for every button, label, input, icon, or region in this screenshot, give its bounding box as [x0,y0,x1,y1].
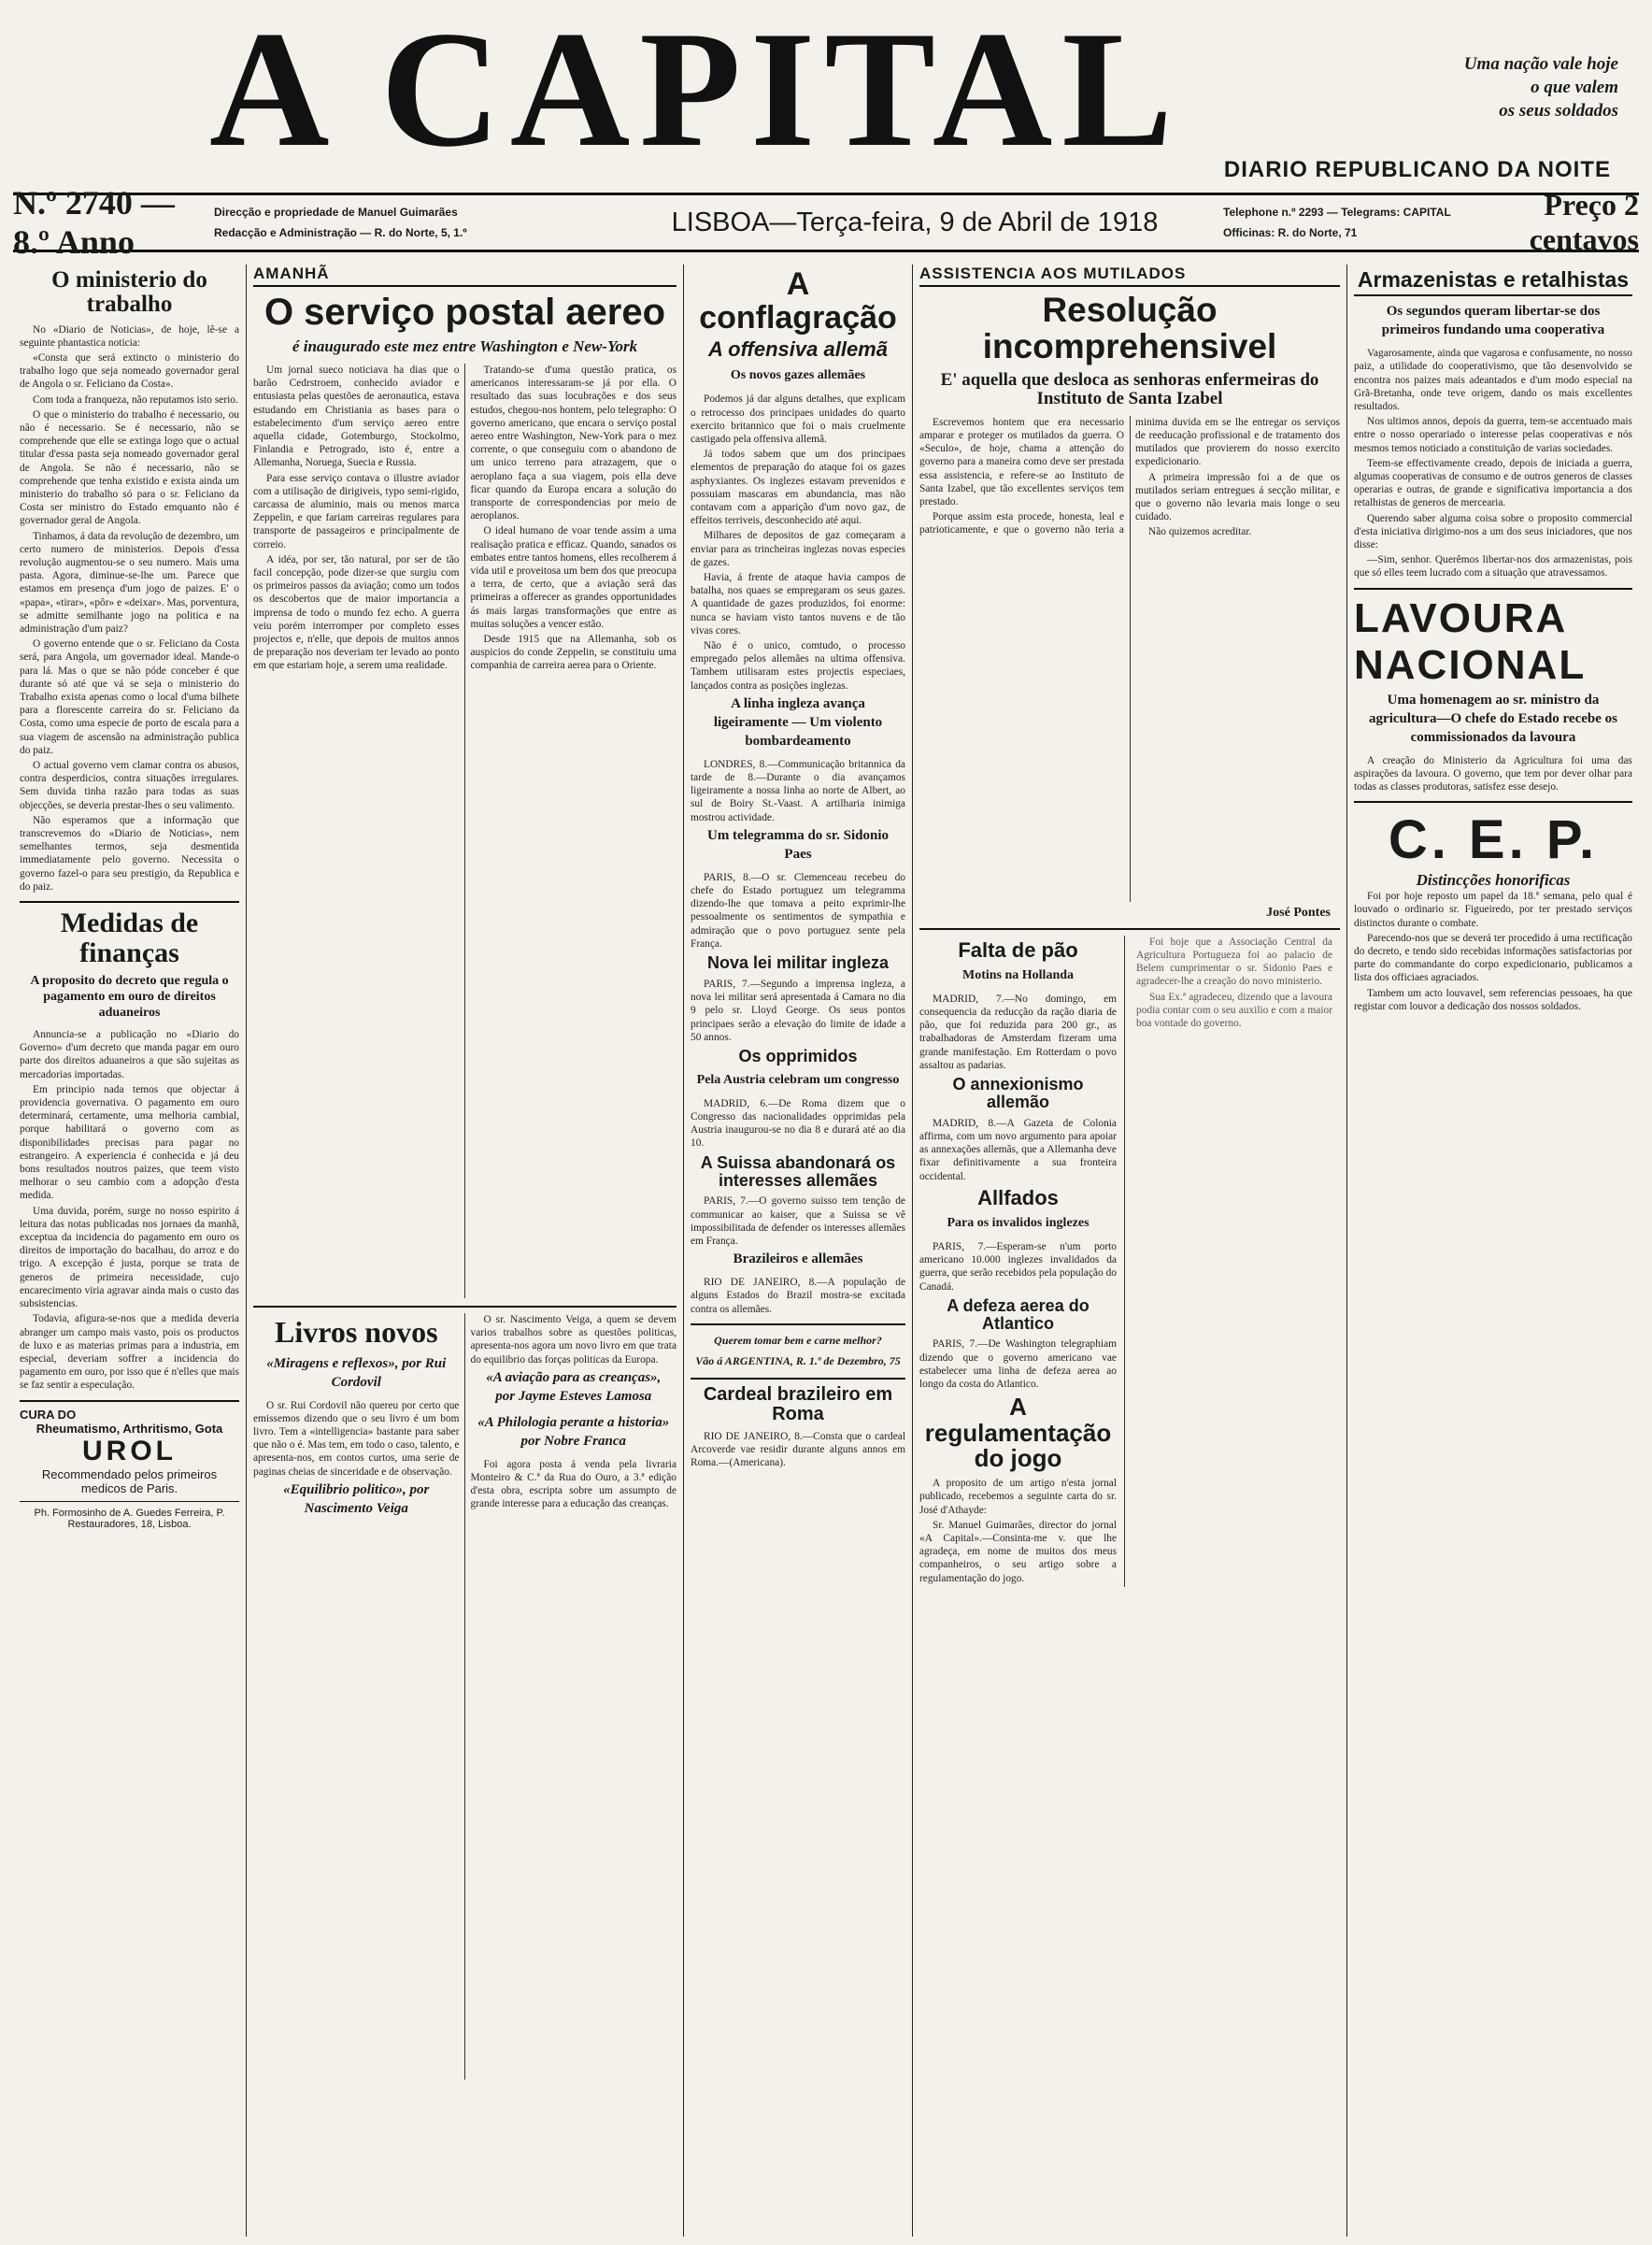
book-title: «A aviação para as creanças», por Jayme Esteves Lamosa [486,1369,662,1404]
info-bar [13,184,1639,261]
headline-falta-pao: Falta de pão [958,937,1078,962]
paragraph: Annuncia-se a publicação no «Diario do Governo» d'um decreto que manda pagar em ouro parte dos direitos aduaneiros a que são sujeitas as mercadorias importadas. [20,1029,239,1080]
paragraph: PARIS, 7.—Segundo a imprensa ingleza, a nova lei militar será apresentada á Camara no dia 9 pelo sr. Lloyd George. Os seus pontos principaes serão a elevação do limite de idade a 50 annos. [691,978,905,1043]
paragraph: Querendo saber alguma coisa sobre o proposito commercial d'esta iniciativa dirigimo-nos a um dos seus iniciadores, que nos disse: [1354,512,1632,551]
paragraph: A proposito de um artigo n'esta jornal publicado, recebemos a seguinte carta do sr. José d'Athayde: [919,1478,1117,1516]
deck-armazenistas: Os segundos queram libertar-se dos primeiros fundando uma cooperativa [1381,304,1605,338]
continued-text [1136,936,1332,1030]
paragraph: O governo entende que o sr. Feliciano da Costa será, para Angola, um governador ideal. Mande-o para lá. Mas o que se não póde conceber é que durante só até que vá se seja o ministerio do Trabalho exista apenas como o local d'uma bilhete para a florescente carreira do sr. Feliciano da Costa, como uma especie de porto de escala para a sua viagem de ascensão na administração publica do paiz. [20,638,239,756]
deck-postal: é inaugurado este mez entre Washington e New-York [292,337,638,355]
subhead-lei-militar: Nova lei militar ingleza [706,953,890,973]
paragraph: PARIS, 7.—O governo suisso tem tenção de communicar ao kaiser, que a Suissa se vê impossibilitada de defender os interesses allemães em França. [691,1195,905,1248]
article-conflagracao [691,393,905,692]
paragraph: Todavia, afigura-se-nos que a medida deveria abranger um campo mais vasto, pois os productos de luxo e as materias primas para a industria, em especial, deveriam soffrer a incidencia do pagamento em ouro, por isso que é n'elles que mais se faz sentir a especulação. [20,1313,239,1392]
headline-financas: Medidas de finanças [60,908,199,968]
paragraph: Foi agora posta á venda pela livraria Monteiro & C.ª da Rua do Ouro, a 3.ª edição d'esta obra, escripta sobre um assumpto de grande interesse para a educação das creanças. [470,1458,676,1510]
divider [20,1501,239,1502]
divider [691,1378,905,1380]
paragraph: No «Diario de Noticias», de hoje, lê-se a seguinte phantastica noticia: [20,323,239,349]
motto-line: os seus soldados [1499,101,1618,121]
book-title: «A Philologia perante a historia» por Nobre Franca [477,1414,670,1449]
kicker-amanha: AMANHÃ [253,265,676,287]
paragraph: Foi por hoje reposto um papel da 18.ª semana, pelo qual é louvado o ordinario sr. Figueiredo, por ter prestado serviços distinctos durante o combate. [1354,891,1632,929]
paragraph: Teem-se effectivamente creado, depois de iniciada a guerra, algumas cooperativas de consumo e de outros generos de classes operarias e outras, de grande e significativa importancia a dos retalhistas de generos de mercearia. [1354,457,1632,509]
headline-defeza: A defeza aerea do Atlantico [947,1295,1089,1333]
paragraph: O ideal humano de voar tende assim a uma realisação pratica e efficaz. Quando, sanados os embates entre tantos homens, elles recolherem á vida util e proveitosa um bem dos que preocupa a terra, de certo, que a aviação será das primeiras a offerecer as grandes opportunidades ás mais largas transformações que entre as muitas soluções a vencer estão. [470,525,676,630]
ad-subtitle: Rheumatismo, Arthritismo, Gota [36,1421,223,1436]
paragraph: Podemos já dar alguns detalhes, que explicam o retrocesso dos principaes unidades do quarto exercito britannico que foi o mais cruelmente castigado pela offensiva allemã. [691,393,905,445]
paragraph: O que o ministerio do trabalho é necessario, ou não é necessario. Se é necessario, não se comprehende que elle se extinga logo que o actual titular d'essa pasta seja nomeado governador geral de Angola. Se não é necessario, não se comprehende que tenha existido e exista ainda um ministerio do trabalho só para o sr. Feliciano da Costa ser ministro do Estado emquanto não é governador geral de Angola. [20,408,239,527]
paragraph: Foi hoje que a Associação Central da Agricultura Portugueza foi ao palacio de Belem cumprimentar o sr. Sidonio Paes e agradecer-lhe a creação do novo ministerio. [1136,936,1332,988]
paragraph: A creação do Ministerio da Agricultura foi uma das aspirações da lavoura. O governo, que tem por dever olhar para todas as classes produtoras, satisfez esse desejo. [1354,754,1632,793]
paragraph: Com toda a franqueza, não reputamos isto serio. [33,393,238,406]
subhead-gazes: Os novos gazes allemães [730,368,866,383]
paragraph: PARIS, 8.—O sr. Clemenceau recebeu do chefe do Estado portuguez um telegramma dizendo-lhe que tomava a peito exprimir-lhe pessoalmente os sentimentos de sympathia e admiração que o povo portuguez sente pela França. [691,871,905,950]
paragraph: Nos ultimos annos, depois da guerra, tem-se accentuado mais entre o nosso operariado o interesse pelas cooperativas e nós mesmos temos noticiado a constituição de varias sociedades. [1354,416,1632,454]
address-line: Redacção e Administração — R. do Norte, 5, 1.º [214,226,467,239]
ad-label: CURA DO [20,1407,77,1422]
direction-info [214,202,606,243]
deck-financas: A proposito do decreto que regula o pagamento em ouro de direitos aduaneiros [30,974,229,1021]
paragraph: Desde 1915 que na Allemanha, sob os auspicios do conde Zeppelin, se constituiu uma companhia de carreira aerea para o Oriente. [470,634,676,672]
paragraph: Um jornal sueco noticiava ha dias que o barão Cedrstroem, conhecido aviador e entusiasta pelas questões de aeronautica, estava estudando em Christiania as bases para o estabelecimento d'um serviço aereo entre aquella cidade, Gotemburgo, Stockolmo, Finlandia e Petrogrado, isto é, entre a Allemanha, Noruega, Suecia e Russia. [253,365,460,469]
divider [1354,588,1632,590]
paragraph: Sua Ex.ª agradeceu, dizendo que a lavoura podia contar com o seu auxilio e com a maior boa vontade do governo. [1136,991,1332,1029]
ad-line: Recommendado pelos primeiros medicos de Paris. [41,1466,218,1495]
newspaper-title: A CAPITAL [209,0,1183,181]
paragraph: RIO DE JANEIRO, 8.—A população de alguns Estados do Brazil mostra-se excitada contra os allemães. [691,1277,905,1315]
paragraph: Vagarosamente, ainda que vagarosa e confusamente, no nosso paiz, a utilidade do cooperativismo, que tão desenvolvido se encontra nos paizes mais adeantados e d'um modo especial na Grã-Bretanha, onde teve origem, dando os mais excellentes resultados. [1354,348,1632,412]
headline-cardeal: Cardeal brazileiro em Roma [703,1383,893,1424]
subhead-brazileiros: Brazileiros e allemães [733,1251,863,1267]
paragraph: Em principio nada temos que objectar á providencia governativa. O pagamento em ouro determinará, certamente, uma melhoria cambial, porque habilitará o governo com as disponibilidades precisas para pagar no estrangeiro. A experiencia é conhecida e já deu bons resultados noutros paizes, que teem visto melhorar o seu cambio com a adopção d'esta medida. [20,1083,239,1202]
price: Preço 2 centavos [1529,188,1639,256]
motto-line: Uma nação vale hoje [1463,54,1618,74]
column-4b [1136,936,1332,1587]
paragraph: Escrevemos hontem que era necessario amparar e proteger os mutilados da guerra. O «Seculo», de hoje, chama a attenção do governo para a maneira como deve ser prestada essa assistencia, e refere-se ao Instituto de Santa Izabel, que tão excellentes serviços tem prestado. [919,416,1124,508]
paragraph: —Sim, senhor. Querêmos libertar-nos dos armazenistas, pois que só elles teem lucrado com a situação que atravessamos. [1354,554,1632,579]
book-title: «Miragens e reflexos», por Rui Cordovil [266,1355,447,1390]
headline-livros: Livros novos [274,1315,438,1349]
headline-allfados: Allfados [977,1185,1059,1209]
paragraph: MADRID, 6.—De Roma dizem que o Congresso das nacionalidades opprimidas pela Austria inaugurou-se no dia 8 e durará até ao dia 10. [691,1097,905,1150]
paragraph: RIO DE JANEIRO, 8.—Consta que o cardeal Arcoverde vae residir durante alguns annos em Roma.—(Americana). [691,1430,905,1469]
divider [20,901,239,903]
article-postal [253,364,676,1298]
divider [691,1323,905,1325]
column-4a [919,936,1125,1587]
paragraph: O sr. Nascimento Veiga, a quem se devem varios trabalhos sobre as questões politicas, apresenta-nos agora um novo livro em que trata do equilibrio das forças politicas da Europa. [470,1314,676,1366]
paragraph: Para esse serviço contava o illustre aviador com a utilisação de dirigiveis, typo semi-rigido, carcassa de aluminio, mais ou menos marca Zeppelin, e que fariam carreiras regulares para transporte de passageiros e principalmente de correio. [253,472,460,551]
subhead-linha: A linha ingleza avança ligeiramente — Um violento bombardeamento [713,695,883,749]
ad-brand: UROL [82,1435,177,1466]
divider [253,1306,676,1308]
column-1 [13,265,247,2237]
dateline: LISBOA—Terça-feira, 9 de Abril de 1918 [671,207,1159,237]
headline-conflagracao: A conflagração [699,266,897,336]
article-armazenistas [1354,347,1632,579]
subhead-suissa: A Suissa abandonará os interesses allemães [700,1152,896,1190]
headline-lavoura: LAVOURA NACIONAL [1354,594,1587,688]
paragraph: Parecendo-nos que se deverá ter procedido á uma rectificação do decreto, e tendo sido recebidas informações satisfactorias por parte do commandante do corpo expedicionario, publicamos a lista dos officiaes agraciados. [1354,932,1632,984]
paragraph: A primeira impressão foi a de que os mutilados seriam entregues á secção militar, e que o governo não levaria mais longe o seu cuidado. [1135,471,1340,523]
paragraph: Não esperamos que a informação que transcrevemos do «Diario de Noticias», nem semelhantes termos, seja desmentida immediatamente pelo governo. Necessita o governo fazel-o para seu prestigio, da Republica e do paiz. [20,814,239,893]
argentina-ad-line: Vão á ARGENTINA, R. 1.º de Dezembro, 75 [695,1353,901,1367]
deck-invalidos: Para os invalidos inglezes [947,1215,1089,1230]
article-cep [1354,890,1632,1013]
paragraph: Não é o unico, comtudo, o processo empregado pelos allemães na ultima offensiva. Tambem utilisaram estes projectis especiaes, lançados contra as posições inglezas. [691,640,905,692]
paragraph: Tinhamos, á data da revolução de dezembro, um certo numero de ministerios. Depois d'essa revolução augmentou-se o seu numero. Mais uma pasta. Agora, diminue-se-lhe um. Parece que estamos em presença d'um jogo de paizes. E' o «papa», «tirar», «pôr» e «deixar». Mas, porventura, se admitte semilhante jogo na politica e na administração d'um paiz? [20,530,240,635]
ad-footer: Ph. Formosinho de A. Guedes Ferreira, P. Restauradores, 18, Lisboa. [34,1507,225,1530]
columns [13,265,1639,2237]
headline-cep: C. E. P. [1388,809,1599,871]
divider [1354,801,1632,803]
issue-number: N.º 2740 — 8.º Anno [13,184,175,261]
signature: José Pontes [1266,905,1331,920]
paragraph: Tratando-se d'uma questão pratica, os americanos interessaram-se já por ella. O resultado das suas locubrações e dos seus estudos, chegou-nos hontem, pelo telegrapho: O governo americano, que encara o serviço postal aereo entre Washington, New-York para o mez corrente, o que conseguiu com o abandono de um unico terreno para atrazagem, que o aeroplano faça a sua viagem, pois ella deve ficar quando da Europa encara a solução do transporte de correspondencias por meio de aeroplanos. [470,365,676,522]
masthead [13,0,1639,192]
paragraph: PARIS, 7.—De Washington telegraphiam dizendo que o governo americano vae estabelecer uma linha de defeza aerea ao longo da costa do Atlantico. [919,1338,1117,1391]
subhead-telegramma: Um telegramma do sr. Sidonio Paes [706,827,890,862]
column-4 [913,265,1347,2237]
paragraph: Uma duvida, porém, surge no nosso espirito á leitura das notas publicadas nos jornaes da manhã, exceptua da incidencia do pagamento em ouro os direitos de importação do bacalhau, do arroz e do trigo. A excepção é justa, porque se trata de generos de primeira necessidade, cujo encarecimento viria agravar ainda mais o custo das subsistencias. [20,1205,239,1310]
paragraph: MADRID, 8.—A Gazeta de Colonia affirma, com um novo argumento para apoiar as annexações allemãs, que a Allemanha deve fixar definitivamente a sua fronteira occidental. [919,1117,1117,1182]
deck-opprimidos: Pela Austria celebram um congresso [696,1072,900,1087]
column-2 [247,265,684,2237]
headline-resolucao: Resolução incomprehensivel [982,291,1277,365]
subhead-opprimidos: Os opprimidos [738,1046,858,1065]
direction-line: Direcção e propriedade de Manuel Guimarães [214,206,458,219]
argentina-ad-line: Querem tomar bem e carne melhor? [714,1333,882,1347]
telephone-line: Telephone n.º 2293 — Telegrams: CAPITAL [1223,206,1451,219]
deck-distincoes: Distincções honorificas [1416,871,1571,890]
paragraph: Tambem um acto louvavel, sem referencias pessoaes, ha que registar com louvor a dedicação dos nossos soldados. [1354,987,1632,1012]
deck-lavoura: Uma homenagem ao sr. ministro da agricultura—O chefe do Estado recebe os commissionados da lavoura [1369,692,1617,745]
livros-novos-section [253,1313,676,2080]
headline-armazenistas: Armazenistas e retalhistas [1354,268,1632,296]
paragraph: Não quizemos acreditar. [1148,526,1252,538]
paragraph: O actual governo vem clamar contra os abusos, contra desperdicios, contra situações irregulares. Sem duvida tinha razão para todas as suas objecções, se deveria prestar-lhes o seu valimento. [20,760,239,811]
book-title: «Equilibrio politico», por Nascimento Veiga [283,1481,430,1516]
article-financas [20,1028,239,1392]
column-3 [684,265,913,2237]
paragraph: Havia, á frente de ataque havia campos de batalha, nos quaes se empregaram os seus gazes. A quantidade de gazes produzidos, foi enorme: nunca se haviam visto tantos nuvens e de tão vivas cores. [691,572,905,636]
headline-jogo: A regulamentação do jogo [924,1393,1112,1472]
paragraph: Sr. Manuel Guimarães, director do jornal «A Capital».—Consinta-me v. que lhe agradeça, em nome de muitos dos meus companheiros, o seu artigo sobre a regulamentação do jogo. [919,1519,1117,1584]
deck-offensiva: A offensiva allemã [708,337,888,362]
paragraph: A idéa, por ser, tão natural, por ser de tão facil concepção, pode dizer-se que surgiu com os primeiros passos da aviação; como um todos os descobertos que de maior importancia a imprensa de todo o mundo fez echo. A guerra veiu porém interromper por completo esses projectos e, n'elle, que depois de muitos annos de preparação nos deveriam ter levado ao ponto em que estariam hoje, a serem uma realidade. [253,553,460,672]
deck-resolucao: E' aquella que desloca as senhoras enfermeiras do Instituto de Santa Izabel [940,369,1319,408]
divider [20,1400,239,1402]
motto [1422,52,1618,122]
paragraph: PARIS, 7.—Esperam-se n'um porto americano 10.000 inglezes invalidados da guerra, que serão recebidos pela população do Canadá. [919,1240,1117,1293]
headline-annexionismo: O annexionismo allemão [952,1075,1084,1111]
paragraph: O sr. Rui Cordovil não quereu por certo que emissemos dizendo que o seu livro é um bom livro. Tem a «intelligencia» bastante para saber que não o é. Mas tem, em todo o caso, talento, e apresenta-nos, em contos curtos, uma serie de paginas cheias de sinceridade e de observação. [253,1399,460,1478]
paragraph: «Consta que será extincto o ministerio do trabalho logo que seja nomeado governador geral de Angola o sr. Feliciano da Costa». [20,351,239,391]
lower-section [919,936,1340,1587]
column-5 [1347,265,1639,2237]
deck-motins: Motins na Hollanda [961,967,1075,982]
contact-info [1223,202,1457,243]
kicker-mutilados: ASSISTENCIA AOS MUTILADOS [919,265,1340,287]
newspaper-subtitle: DIARIO REPUBLICANO DA NOITE [1223,157,1611,182]
article-ministerio [20,323,239,894]
paragraph: Milhares de depositos de gaz começaram a enviar para as trincheiras inglezas novas especies de gazes. [691,530,905,568]
article-resolucao [919,416,1340,902]
workshop-line: Officinas: R. do Norte, 71 [1223,226,1358,239]
paragraph: MADRID, 7.—No domingo, em consequencia da reducção da ração diaria de pão, que foi reduzida para 200 gr., as trabalhadoras de Amsterdam fizeram uma grande manifestação. Em Rotterdam o povo assaltou as padarias. [919,993,1117,1071]
paragraph: Já todos sabem que um dos principaes elementos de preparação do ataque foi os gazes asphyxiantes. Os inglezes estavam prevenidos e possuiam mascaras em abundancia, mas não contavam com a apparição d'um novo gaz, de effeitos terriveis, desconhecido até aqui. [691,449,905,527]
paragraph: Porque assim esta procede, honesta, leal e patrioticamente, e que o governo não teria a minima duvida em se lhe entregar os serviços de reeducação profissional e de tratamento dos mutilados que provierem do nosso exercito expedicionario. [919,416,1340,536]
headline-ministerio: O ministerio do trabalho [51,267,207,318]
motto-line: o que valem [1531,78,1618,97]
divider [919,928,1340,930]
headline-postal: O serviço postal aereo [263,292,666,333]
paragraph: LONDRES, 8.—Communicação britannica da tarde de 8.—Durante o dia avançamos ligeiramente a nossa linha ao norte de Albert, ao sul de Boiry St.-Vaast. A artilharia inimiga mostrou actividade. [691,758,905,823]
urol-advertisement [20,1408,239,1530]
